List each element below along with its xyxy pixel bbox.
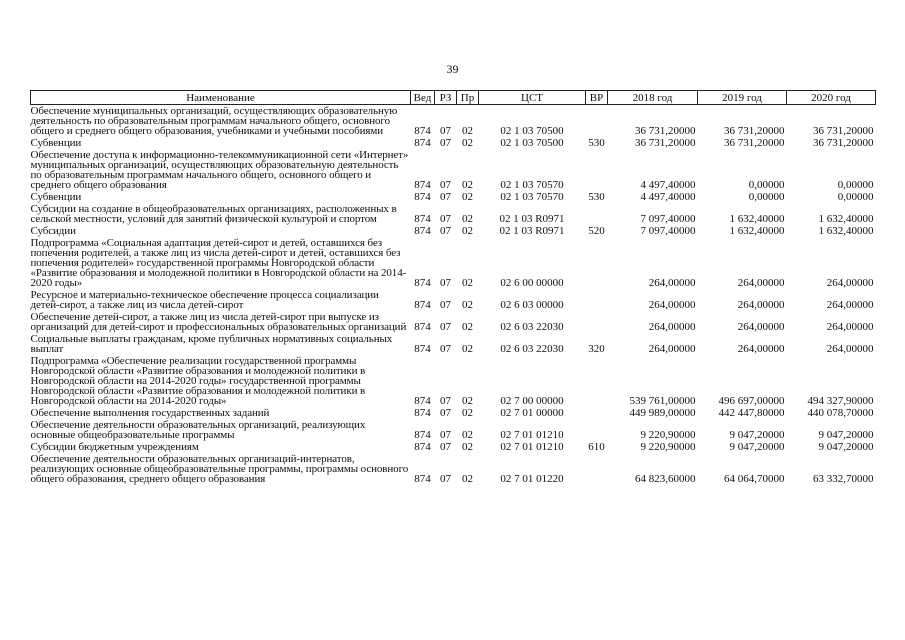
cell-rz: 07	[440, 441, 451, 453]
cell-2019: 264,00000	[737, 321, 785, 333]
table-row	[31, 289, 876, 311]
cell-2018: 4 497,40000	[640, 179, 696, 191]
cell-2018: 264,00000	[648, 277, 696, 289]
table-row	[31, 355, 876, 407]
table-row	[31, 237, 876, 289]
cell-rz: 07	[440, 407, 451, 419]
table-row	[31, 407, 876, 419]
cell-name: Социальные выплаты гражданам, кроме публичных нормативных социальных выплат	[30, 333, 393, 355]
header-rz: РЗ	[435, 91, 457, 105]
cell-2020: 264,00000	[826, 299, 874, 311]
cell-2020: 440 078,70000	[807, 407, 874, 419]
cell-rz: 07	[440, 225, 451, 237]
cell-2019: 496 697,00000	[718, 395, 785, 407]
cell-ved: 874	[414, 395, 431, 407]
table-row	[31, 419, 876, 441]
cell-pr: 02	[462, 441, 473, 453]
cell-name: Субвенции	[30, 137, 82, 149]
cell-ved: 874	[414, 225, 431, 237]
table-row	[31, 137, 876, 149]
cell-name: Субсидии на создание в общеобразовательных организациях, расположенных в сельской местности, условий для занятий физической культурой и спортом	[30, 203, 397, 225]
cell-vr	[586, 419, 608, 441]
cell-2018: 264,00000	[648, 343, 696, 355]
cell-2020: 1 632,40000	[818, 213, 874, 225]
cell-2020: 494 327,90000	[807, 395, 874, 407]
cell-2019: 9 047,20000	[729, 441, 785, 453]
cell-2018: 9 220,90000	[640, 429, 696, 441]
table-row	[31, 203, 876, 225]
header-ved: Вед	[411, 91, 435, 105]
cell-rz: 07	[440, 321, 451, 333]
cell-ved: 874	[414, 277, 431, 289]
cell-vr	[586, 355, 608, 407]
cell-cst: 02 1 03 70500	[500, 137, 564, 149]
cell-2018: 64 823,60000	[635, 473, 696, 485]
cell-rz: 07	[440, 191, 451, 203]
cell-ved: 874	[414, 441, 431, 453]
header-2018: 2018 год	[608, 91, 698, 105]
cell-2020: 0,00000	[837, 179, 874, 191]
cell-name: Обеспечение детей-сирот, а также лиц из числа детей-сирот при выпуске из организаций для детей-сирот и профессиональных образовательных организаций	[30, 311, 407, 333]
table-row	[31, 311, 876, 333]
cell-ved: 874	[414, 191, 431, 203]
cell-rz: 07	[440, 125, 451, 137]
cell-cst: 02 6 03 22030	[500, 321, 564, 333]
cell-2020: 264,00000	[826, 321, 874, 333]
cell-pr: 02	[462, 299, 473, 311]
cell-name: Подпрограмма «Обеспечение реализации государственной программы Новгородской области «Развитие образования и молодежной политики в Новгородской области на 2014-2020 годы» государственной программы Новгородской области «Развитие образования и молодежной политики в Новгородской области на 2014-2020 годы»	[30, 355, 366, 407]
cell-pr: 02	[462, 277, 473, 289]
table-row	[31, 149, 876, 191]
cell-2019: 1 632,40000	[729, 213, 785, 225]
cell-cst: 02 1 03 70570	[500, 191, 564, 203]
cell-rz: 07	[440, 395, 451, 407]
cell-name: Обеспечение доступа к информационно-телекоммуникационной сети «Интернет» муниципальных организаций, осуществляющих образовательную деятельность по образовательным программам начального общего, основного общего и среднего общего образования	[30, 149, 409, 191]
cell-cst: 02 6 00 00000	[500, 277, 564, 289]
table-row	[31, 441, 876, 453]
cell-ved: 874	[414, 125, 431, 137]
cell-2018: 449 989,00000	[629, 407, 696, 419]
cell-rz: 07	[440, 429, 451, 441]
cell-cst: 02 7 01 00000	[500, 407, 564, 419]
cell-2019: 0,00000	[748, 179, 785, 191]
cell-2018: 36 731,20000	[635, 137, 696, 149]
cell-rz: 07	[440, 137, 451, 149]
cell-ved: 874	[414, 429, 431, 441]
cell-2018: 264,00000	[648, 299, 696, 311]
cell-ved: 874	[414, 321, 431, 333]
cell-2020: 9 047,20000	[818, 429, 874, 441]
cell-name: Ресурсное и материально-техническое обеспечение процесса социализации детей-сирот, а также лиц из числа детей-сирот	[30, 289, 379, 311]
cell-vr	[586, 407, 608, 419]
cell-name: Обеспечение выполнения государственных заданий	[30, 407, 270, 419]
cell-pr: 02	[462, 213, 473, 225]
cell-2018: 264,00000	[648, 321, 696, 333]
cell-vr	[586, 105, 608, 138]
cell-vr	[586, 203, 608, 225]
cell-pr: 02	[462, 179, 473, 191]
table-header	[31, 91, 876, 105]
cell-pr: 02	[462, 407, 473, 419]
cell-2020: 264,00000	[826, 277, 874, 289]
cell-ved: 874	[414, 137, 431, 149]
cell-vr	[586, 289, 608, 311]
header-vr: ВР	[586, 91, 608, 105]
cell-pr: 02	[462, 395, 473, 407]
table-row	[31, 453, 876, 485]
table-row	[31, 225, 876, 237]
cell-pr: 02	[462, 191, 473, 203]
cell-2020: 9 047,20000	[818, 441, 874, 453]
table-body	[31, 105, 876, 486]
header-cst: ЦСТ	[479, 91, 586, 105]
cell-2019: 1 632,40000	[729, 225, 785, 237]
cell-vr: 520	[588, 225, 605, 237]
cell-pr: 02	[462, 225, 473, 237]
cell-cst: 02 7 01 01220	[500, 473, 564, 485]
table-row	[31, 333, 876, 355]
cell-2020: 264,00000	[826, 343, 874, 355]
cell-pr: 02	[462, 125, 473, 137]
cell-2018: 7 097,40000	[640, 213, 696, 225]
cell-vr: 320	[588, 343, 605, 355]
header-name: Наименование	[31, 91, 411, 105]
cell-ved: 874	[414, 407, 431, 419]
cell-2018: 7 097,40000	[640, 225, 696, 237]
cell-2019: 442 447,80000	[718, 407, 785, 419]
cell-vr: 530	[588, 137, 605, 149]
cell-ved: 874	[414, 213, 431, 225]
header-2019: 2019 год	[698, 91, 787, 105]
cell-rz: 07	[440, 277, 451, 289]
cell-2019: 264,00000	[737, 343, 785, 355]
cell-cst: 02 1 03 70500	[500, 125, 564, 137]
cell-rz: 07	[440, 179, 451, 191]
cell-2019: 64 064,70000	[724, 473, 785, 485]
cell-rz: 07	[440, 473, 451, 485]
cell-name: Обеспечение деятельности образовательных организаций-интернатов, реализующих основные общеобразовательные программы, программы основного общего образования, среднего общего образования	[30, 453, 409, 485]
header-2020: 2020 год	[787, 91, 876, 105]
cell-2018: 539 761,00000	[629, 395, 696, 407]
cell-2019: 264,00000	[737, 277, 785, 289]
cell-name: Подпрограмма «Социальная адаптация детей-сирот и детей, оставшихся без попечения родителей, а также лиц из числа детей-сирот и детей, оставшихся без попечения родителей» государственной программы Новгородской области «Развитие образования и молодежной политики в Новгородской области на 2014-2020 годы»	[30, 237, 407, 289]
cell-cst: 02 7 01 01210	[500, 429, 564, 441]
cell-2018: 4 497,40000	[640, 191, 696, 203]
cell-2020: 63 332,70000	[813, 473, 874, 485]
cell-vr	[586, 453, 608, 485]
cell-2018: 36 731,20000	[635, 125, 696, 137]
cell-vr	[586, 149, 608, 191]
cell-pr: 02	[462, 343, 473, 355]
cell-2019: 36 731,20000	[724, 137, 785, 149]
budget-table	[30, 90, 876, 485]
cell-name: Обеспечение муниципальных организаций, осуществляющих образовательную деятельность по образовательным программам начального общего, основного общего и среднего общего образования, учебниками и учебными пособиями	[30, 105, 398, 137]
cell-cst: 02 6 03 22030	[500, 343, 564, 355]
cell-rz: 07	[440, 343, 451, 355]
cell-pr: 02	[462, 473, 473, 485]
cell-2019: 264,00000	[737, 299, 785, 311]
cell-2020: 1 632,40000	[818, 225, 874, 237]
cell-vr: 610	[588, 441, 605, 453]
cell-vr	[586, 311, 608, 333]
cell-name: Субсидии бюджетным учреждениям	[30, 441, 199, 453]
cell-2018: 9 220,90000	[640, 441, 696, 453]
cell-cst: 02 6 03 00000	[500, 299, 564, 311]
cell-cst: 02 7 01 01210	[500, 441, 564, 453]
cell-name: Субсидии	[30, 225, 76, 237]
cell-rz: 07	[440, 299, 451, 311]
cell-2020: 36 731,20000	[813, 137, 874, 149]
cell-name: Субвенции	[30, 191, 82, 203]
cell-vr: 530	[588, 191, 605, 203]
cell-pr: 02	[462, 137, 473, 149]
cell-vr	[586, 237, 608, 289]
cell-cst: 02 1 03 R0971	[499, 213, 565, 225]
cell-cst: 02 1 03 70570	[500, 179, 564, 191]
cell-cst: 02 1 03 R0971	[499, 225, 565, 237]
table-row	[31, 191, 876, 203]
cell-pr: 02	[462, 321, 473, 333]
cell-name: Обеспечение деятельности образовательных организаций, реализующих основные общеобразовательные программы	[30, 419, 366, 441]
cell-rz: 07	[440, 213, 451, 225]
cell-ved: 874	[414, 179, 431, 191]
cell-ved: 874	[414, 299, 431, 311]
cell-2019: 9 047,20000	[729, 429, 785, 441]
header-row	[31, 91, 876, 105]
table-row	[31, 105, 876, 138]
cell-2019: 0,00000	[748, 191, 785, 203]
cell-2020: 0,00000	[837, 191, 874, 203]
cell-2020: 36 731,20000	[813, 125, 874, 137]
cell-ved: 874	[414, 343, 431, 355]
page-number: 39	[446, 62, 459, 76]
header-pr: Пр	[457, 91, 479, 105]
cell-pr: 02	[462, 429, 473, 441]
cell-ved: 874	[414, 473, 431, 485]
cell-cst: 02 7 00 00000	[500, 395, 564, 407]
cell-2019: 36 731,20000	[724, 125, 785, 137]
